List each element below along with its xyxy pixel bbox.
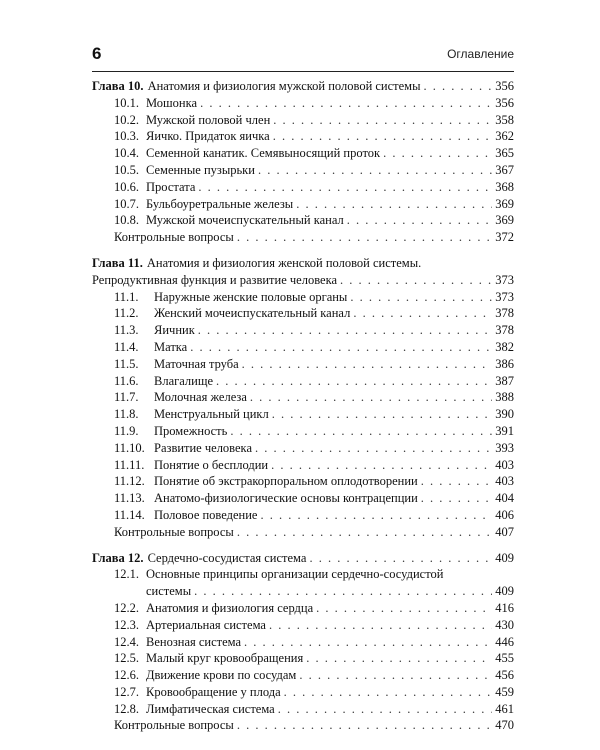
dot-leader — [237, 524, 492, 541]
section-number: 11.9. — [114, 423, 139, 438]
section-number: 11.4. — [114, 339, 139, 354]
section-title: Влагалище — [154, 373, 214, 388]
page-ref: 470 — [495, 718, 514, 733]
chapter-11 — [92, 255, 514, 541]
toc-entry[interactable] — [92, 339, 514, 356]
page-ref: 368 — [495, 179, 514, 194]
section-number: 11.3. — [114, 323, 139, 338]
toc-entry-questions[interactable] — [92, 524, 514, 541]
section-title: Основные принципы организации сердечно-сосудистой — [146, 567, 444, 582]
section-title: Мужской мочеиспускательный канал — [146, 213, 344, 228]
dot-leader — [353, 305, 492, 322]
dot-leader — [296, 196, 492, 213]
chapter-heading[interactable] — [92, 255, 514, 272]
page-ref: 388 — [495, 390, 514, 405]
section-title: Маточная труба — [154, 356, 239, 371]
section-number: 11.10. — [114, 440, 145, 455]
section-title: Промежность — [154, 423, 228, 438]
dot-leader — [271, 457, 492, 474]
section-number: 12.3. — [114, 617, 139, 632]
dot-leader — [273, 128, 493, 145]
toc-entry[interactable] — [92, 322, 514, 339]
section-number: 11.6. — [114, 373, 139, 388]
page-ref: 378 — [495, 306, 514, 321]
page-ref: 373 — [495, 289, 514, 304]
page-ref: 391 — [495, 423, 514, 438]
page-ref: 459 — [495, 684, 514, 699]
toc-entry[interactable] — [92, 212, 514, 229]
dot-leader — [299, 667, 492, 684]
section-number: 10.3. — [114, 129, 139, 144]
toc-entry[interactable] — [92, 162, 514, 179]
toc-entry[interactable] — [92, 112, 514, 129]
chapter-heading[interactable] — [92, 550, 514, 567]
dot-leader — [284, 684, 493, 701]
dot-leader — [273, 112, 492, 129]
page-ref: 369 — [495, 213, 514, 228]
toc-entry[interactable] — [92, 356, 514, 373]
chapter-heading[interactable] — [92, 78, 514, 95]
dot-leader — [347, 212, 493, 229]
section-number: 11.2. — [114, 306, 139, 321]
section-number: 10.6. — [114, 179, 139, 194]
section-title: Матка — [154, 339, 188, 354]
section-title: Наружные женские половые органы — [154, 289, 348, 304]
section-title: Понятие о бесплодии — [154, 457, 269, 472]
section-title-line2: системы — [146, 584, 192, 599]
toc-entry[interactable] — [92, 634, 514, 651]
page-ref: 461 — [495, 701, 514, 716]
dot-leader — [316, 600, 492, 617]
dot-leader — [200, 95, 492, 112]
page-number: 6 — [92, 44, 102, 63]
toc-entry[interactable] — [92, 701, 514, 718]
page-ref: 386 — [495, 356, 514, 371]
section-title: Венозная система — [146, 634, 242, 649]
section-number: 12.6. — [114, 668, 139, 683]
toc-entry[interactable] — [92, 617, 514, 634]
section-title: Кровообращение у плода — [146, 684, 281, 699]
toc-entry[interactable] — [92, 473, 514, 490]
page-ref: 356 — [495, 79, 514, 93]
section-title: Анатомия и физиология сердца — [146, 600, 314, 615]
section-number: 11.7. — [114, 390, 139, 405]
dot-leader — [198, 179, 492, 196]
page-ref: 390 — [495, 407, 514, 422]
section-title: Малый круг кровообращения — [146, 651, 304, 666]
section-number: 12.1. — [114, 567, 139, 582]
section-number: 12.7. — [114, 684, 139, 699]
page-ref: 404 — [495, 491, 514, 506]
page-ref: 387 — [495, 373, 514, 388]
section-title: Семенные пузырьки — [146, 162, 255, 177]
toc-entry[interactable] — [92, 440, 514, 457]
section-title: Мужской половой член — [146, 112, 271, 127]
page-ref: 365 — [495, 146, 514, 161]
toc-entry[interactable] — [92, 423, 514, 440]
section-number: 10.5. — [114, 162, 139, 177]
page-ref: 407 — [495, 524, 514, 539]
page-ref: 403 — [495, 457, 514, 472]
toc-entry-questions[interactable] — [92, 717, 514, 734]
header-rule — [92, 71, 514, 72]
section-title: Менструальный цикл — [154, 407, 269, 422]
page-ref: 393 — [495, 440, 514, 455]
section-number: 11.14. — [114, 507, 145, 522]
dot-leader — [309, 550, 492, 567]
toc-entry[interactable] — [92, 650, 514, 667]
dot-leader — [244, 634, 492, 651]
toc-entry-continued[interactable] — [92, 583, 514, 600]
page-ref: 378 — [495, 323, 514, 338]
questions-title: Контрольные вопросы — [114, 718, 234, 733]
dot-leader — [255, 440, 492, 457]
toc-entry[interactable] — [92, 128, 514, 145]
section-title: Развитие человека — [154, 440, 252, 455]
section-title: Семенной канатик. Семявыносящий проток — [146, 146, 381, 161]
section-title: Простата — [146, 179, 196, 194]
toc-entry[interactable] — [92, 684, 514, 701]
section-number: 11.8. — [114, 407, 139, 422]
section-title: Женский мочеиспускательный канал — [154, 306, 351, 321]
section-title: Яичник — [154, 323, 195, 338]
dot-leader — [230, 423, 492, 440]
page-ref: 409 — [495, 550, 514, 565]
section-number: 10.8. — [114, 213, 139, 228]
section-title: Яичко. Придаток яичка — [146, 129, 270, 144]
dot-leader — [383, 145, 492, 162]
dot-leader — [250, 389, 492, 406]
page-ref: 367 — [495, 162, 514, 177]
toc-entry[interactable] — [92, 196, 514, 213]
page-ref: 446 — [495, 634, 514, 649]
toc-entry[interactable] — [92, 566, 514, 583]
section-title: Понятие об экстракорпоральном оплодотворении — [154, 474, 418, 489]
dot-leader — [237, 229, 492, 246]
dot-leader — [237, 717, 492, 734]
toc-entry[interactable] — [92, 145, 514, 162]
section-title: Лимфатическая система — [146, 701, 275, 716]
dot-leader — [260, 507, 492, 524]
dot-leader — [350, 289, 492, 306]
toc-entry[interactable] — [92, 373, 514, 390]
dot-leader — [242, 356, 493, 373]
dot-leader — [272, 406, 493, 423]
section-number: 11.5. — [114, 356, 139, 371]
page-ref: 456 — [495, 668, 514, 683]
dot-leader — [194, 583, 492, 600]
dot-leader — [258, 162, 492, 179]
section-number: 10.1. — [114, 95, 139, 110]
section-title: Движение крови по сосудам — [146, 668, 297, 683]
section-number: 11.11. — [114, 457, 145, 472]
section-title: Мошонка — [146, 95, 198, 110]
dot-leader — [306, 650, 492, 667]
chapter-title: Анатомия и физиология женской половой системы. — [146, 255, 422, 270]
page-ref: 369 — [495, 196, 514, 211]
dot-leader — [269, 617, 492, 634]
page-ref: 356 — [495, 95, 514, 110]
section-number: 12.5. — [114, 651, 139, 666]
section-title: Анатомо-физиологические основы контрацепции — [154, 491, 418, 506]
dot-leader — [424, 78, 493, 95]
toc-entry[interactable] — [92, 600, 514, 617]
section-number: 11.1. — [114, 289, 139, 304]
questions-title: Контрольные вопросы — [114, 230, 234, 245]
toc-entry[interactable] — [92, 406, 514, 423]
section-title: Артериальная система — [146, 617, 266, 632]
toc-entry-questions[interactable] — [92, 229, 514, 246]
chapter-title: Сердечно-сосудистая система — [147, 550, 307, 565]
section-number: 10.2. — [114, 112, 139, 127]
page-ref: 430 — [495, 617, 514, 632]
chapter-title: Анатомия и физиология мужской половой системы — [147, 79, 421, 93]
running-head: Оглавление — [447, 47, 514, 61]
dot-leader — [340, 272, 492, 289]
page-ref: 416 — [495, 600, 514, 615]
section-number: 12.2. — [114, 600, 139, 615]
toc-entry[interactable] — [92, 457, 514, 474]
section-number: 10.7. — [114, 196, 139, 211]
section-number: 12.4. — [114, 634, 139, 649]
toc-entry[interactable] — [92, 389, 514, 406]
page-ref: 409 — [495, 584, 514, 599]
page-header — [92, 44, 514, 68]
page-ref: 358 — [495, 112, 514, 127]
toc-entry[interactable] — [92, 289, 514, 306]
toc-entry[interactable] — [92, 179, 514, 196]
chapter-12 — [92, 550, 514, 735]
page-ref: 372 — [495, 230, 514, 245]
section-title: Молочная железа — [154, 390, 247, 405]
toc-entry[interactable] — [92, 507, 514, 524]
chapter-label: Глава 11. — [92, 255, 143, 270]
page-ref: 362 — [495, 129, 514, 144]
section-title: Половое поведение — [154, 507, 258, 522]
dot-leader — [421, 473, 493, 490]
dot-leader — [198, 322, 492, 339]
page-ref: 455 — [495, 651, 514, 666]
chapter-10 — [92, 78, 514, 246]
chapter-label: Глава 12. — [92, 550, 144, 565]
dot-leader — [278, 701, 493, 718]
dot-leader — [190, 339, 492, 356]
section-number: 12.8. — [114, 701, 139, 716]
chapter-heading-continued[interactable] — [92, 272, 514, 289]
table-of-contents — [92, 78, 514, 743]
chapter-title-line2: Репродуктивная функция и развитие человека — [92, 272, 338, 287]
page-ref: 382 — [495, 339, 514, 354]
toc-entry[interactable] — [92, 490, 514, 507]
toc-entry[interactable] — [92, 305, 514, 322]
section-number: 11.12. — [114, 474, 145, 489]
questions-title: Контрольные вопросы — [114, 524, 234, 539]
page-ref: 406 — [495, 507, 514, 522]
section-number: 10.4. — [114, 146, 139, 161]
page-ref: 403 — [495, 474, 514, 489]
dot-leader — [216, 373, 492, 390]
page-ref: 373 — [495, 272, 514, 287]
dot-leader — [421, 490, 492, 507]
section-number: 11.13. — [114, 491, 145, 506]
section-title: Бульбоуретральные железы — [146, 196, 294, 211]
toc-entry[interactable] — [92, 667, 514, 684]
chapter-label: Глава 10. — [92, 79, 144, 93]
toc-entry[interactable] — [92, 95, 514, 112]
